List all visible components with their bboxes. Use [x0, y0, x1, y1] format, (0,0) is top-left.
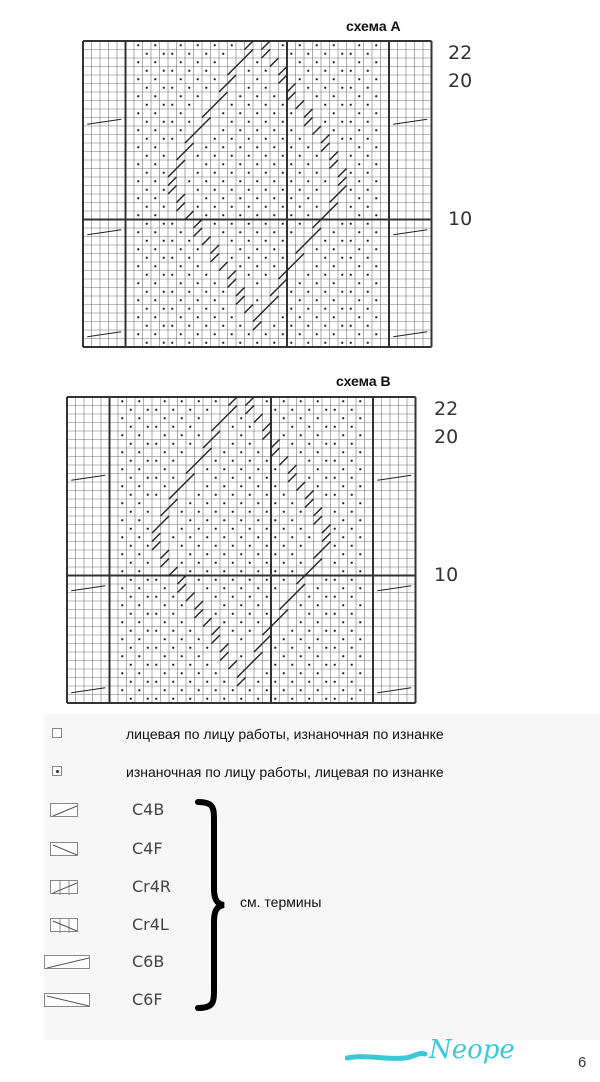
legend-cr4l-code: Cr4L: [132, 915, 169, 934]
chart-a-row-20: 20: [448, 70, 473, 92]
legend-knit-text: лицевая по лицу работы, изнаночная по изнанке: [126, 726, 444, 742]
legend-c4b-code: C4B: [132, 800, 165, 819]
cable-back-wide-icon: [44, 955, 90, 969]
legend-cr4r-code: Cr4R: [132, 877, 172, 896]
chart-a-title: схема А: [346, 18, 401, 34]
legend-c4f-code: C4F: [132, 839, 163, 858]
legend-panel: [44, 714, 600, 1040]
cross-right-icon: [50, 880, 78, 894]
chart-a-row-22: 22: [448, 42, 473, 64]
curly-brace-icon: [192, 798, 228, 1012]
logo-text: Neope: [429, 1035, 515, 1065]
cable-front-icon: [50, 842, 78, 856]
chart-a-row-10: 10: [448, 208, 473, 230]
empty-square-icon: [52, 728, 62, 738]
chart-b-title: схема В: [336, 373, 391, 389]
legend-brace-label: см. термины: [240, 894, 322, 910]
chart-a-grid: [82, 40, 433, 348]
chart-b-grid: [66, 396, 417, 704]
legend-c6b-code: C6B: [132, 952, 165, 971]
chart-b-row-22: 22: [434, 398, 459, 420]
page-number: 6: [578, 1054, 587, 1071]
cable-front-wide-icon: [44, 993, 90, 1007]
legend-c6f-code: C6F: [132, 990, 163, 1009]
logo-icon: [345, 1030, 575, 1070]
cable-back-icon: [50, 803, 78, 817]
cross-left-icon: [50, 918, 78, 932]
dot-square-icon: [52, 766, 62, 776]
legend-purl-text: изнаночная по лицу работы, лицевая по изнанке: [126, 764, 444, 780]
chart-b-row-20: 20: [434, 426, 459, 448]
chart-b-row-10: 10: [434, 564, 459, 586]
